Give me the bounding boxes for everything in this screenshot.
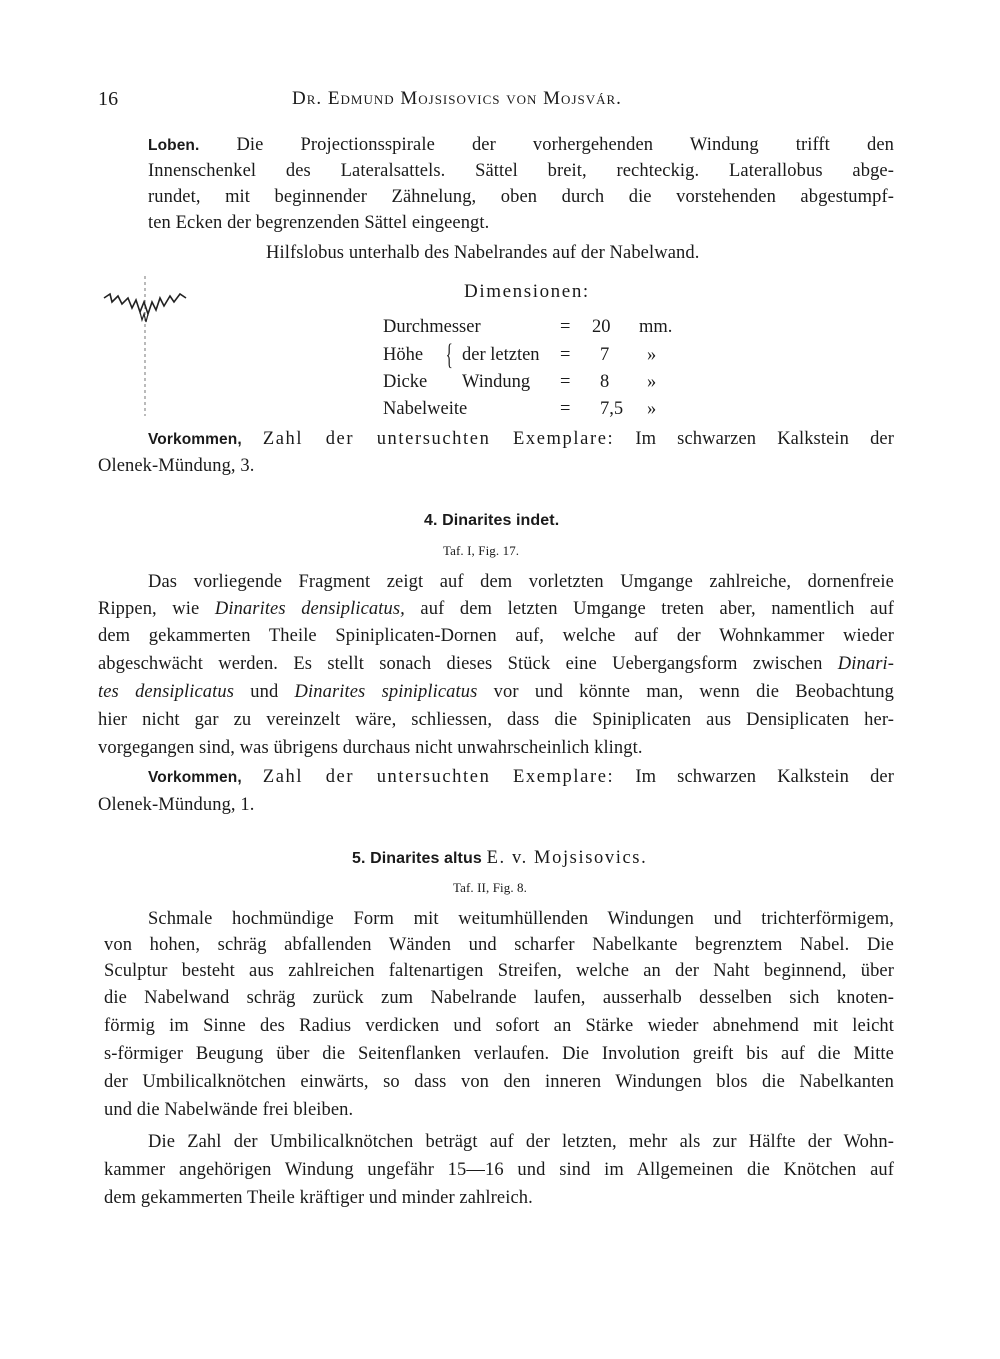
section-4-vorkommen-line-1: Vorkommen, Zahl der untersuchten Exemplare: Im schwarzen Kalkstein der [148,767,894,787]
loben-line-3: rundet, mit beginnender Zähnelung, oben durch die vorstehenden abgestumpf- [148,187,894,207]
dimension-row-diameter: Durchmesser [383,317,481,337]
dimension-value: 8 [600,372,610,392]
dimension-value: 7,5 [600,399,624,419]
section-5-p1-line-8: und die Nabelwände frei bleiben. [104,1100,354,1120]
section-5-p1-line-6: s-förmiger Beugung über die Seitenflanken verlaufen. Die Involution greift bis auf die Mitte [104,1044,894,1064]
section-4-vorkommen-line-2: Olenek-Mündung, 1. [98,795,255,815]
vorkommen-label: Vorkommen, [148,769,242,786]
dimension-unit: » [647,399,657,419]
section-5-p1-line-3: Sculptur besteht aus zahlreichen faltenartigen Streifen, welche an der Naht beginnend, über [104,961,894,981]
loben-label: Loben. [148,137,200,154]
dimensions-title: Dimensionen: [464,281,590,302]
section-4-line-4: abgeschwächt werden. Es stellt sonach dieses Stück eine Uebergangsform zwischen Dinari- [98,654,894,674]
dimension-unit: » [647,345,657,365]
section-5-p1-line-1: Schmale hochmündige Form mit weitumhüllenden Windungen und trichterförmigem, [148,909,894,929]
dimension-eq: = [560,399,571,419]
loben-line-4: ten Ecken der begrenzenden Sättel eingeengt. [148,213,490,233]
dimension-eq: = [560,345,571,365]
running-title: Dr. Edmund Mojsisovics von Mojsvár. [292,88,622,109]
section-4-line-7: vorgegangen sind, was übrigens durchaus nicht unwahrscheinlich klingt. [98,738,643,758]
dimension-row-height: Höhe [383,345,424,365]
section-5-p1-line-4: die Nabelwand schräg zurück zum Nabelrande laufen, ausserhalb desselben sich knoten- [104,988,894,1008]
section-5-p1-line-2: von hohen, schräg abfallenden Wänden und scharfer Nabelkante begrenztem Nabel. Die [104,935,894,955]
section-4-heading: 4. Dinarites indet. [424,512,560,529]
section-5-p1-line-7: der Umbilicalknötchen einwärts, so dass von den inneren Windungen blos die Nabelkanten [104,1072,894,1092]
section-5-p1-line-5: förmig im Sinne des Radius verdicken und sofort an Stärke wieder abnehmend mit leicht [104,1016,894,1036]
brace: { [445,338,453,371]
section-5-p2-line-3: dem gekammerten Theile kräftiger und minder zahlreich. [104,1188,533,1208]
section-4-line-1: Das vorliegende Fragment zeigt auf dem vorletzten Umgange zahlreiche, dornenfreie [148,572,894,592]
suture-line-figure [100,276,190,416]
dimension-value: 7 [600,345,610,365]
dimension-sub: Windung [462,372,531,392]
section-4-line-3: dem gekammerten Theile Spiniplicaten-Dornen auf, welche auf der Wohnkammer wieder [98,626,894,646]
dimension-row-umbilicus: Nabelweite [383,399,468,419]
section-4-line-2: Rippen, wie Dinarites densiplicatus, auf dem letzten Umgange treten aber, namentlich auf [98,599,894,619]
dimension-eq: = [560,372,571,392]
section-5-p2-line-1: Die Zahl der Umbilicalknötchen beträgt auf der letzten, mehr als zur Hälfte der Wohn- [148,1132,894,1152]
dimension-eq: = [560,317,571,337]
section-5-heading: 5. Dinarites altus E. v. Mojsisovics. [352,848,648,868]
section-5-p2-line-2: kammer angehörigen Windung ungefähr 15—16 und sind im Allgemeinen die Knötchen auf [104,1160,894,1180]
vorkommen-label: Vorkommen, [148,431,242,448]
section-4-line-5: tes densiplicatus und Dinarites spiniplicatus vor und könnte man, wenn die Beobachtung [98,682,894,702]
section-4-line-6: hier nicht gar zu vereinzelt wäre, schliessen, dass die Spiniplicaten aus Densiplicaten her- [98,710,894,730]
loben-line-2: Innenschenkel des Lateralsattels. Sättel breit, rechteckig. Laterallobus abge- [148,161,894,181]
vorkommen-line-1: Vorkommen, Zahl der untersuchten Exemplare: Im schwarzen Kalkstein der [148,429,894,449]
dimension-row-thickness: Dicke [383,372,428,392]
vorkommen-line-2: Olenek-Mündung, 3. [98,456,255,476]
dimension-unit: mm. [639,317,673,337]
hilfslobus-line: Hilfslobus unterhalb des Nabelrandes auf der Nabelwand. [266,243,700,263]
section-4-plate: Taf. I, Fig. 17. [443,543,520,558]
loben-line-1: Loben. Die Projectionsspirale der vorhergehenden Windung trifft den [148,135,894,155]
page-number: 16 [98,88,119,110]
section-5-plate: Taf. II, Fig. 8. [453,880,527,895]
dimension-value: 20 [592,317,611,337]
dimension-unit: » [647,372,657,392]
dimension-sub: der letzten [462,345,540,365]
